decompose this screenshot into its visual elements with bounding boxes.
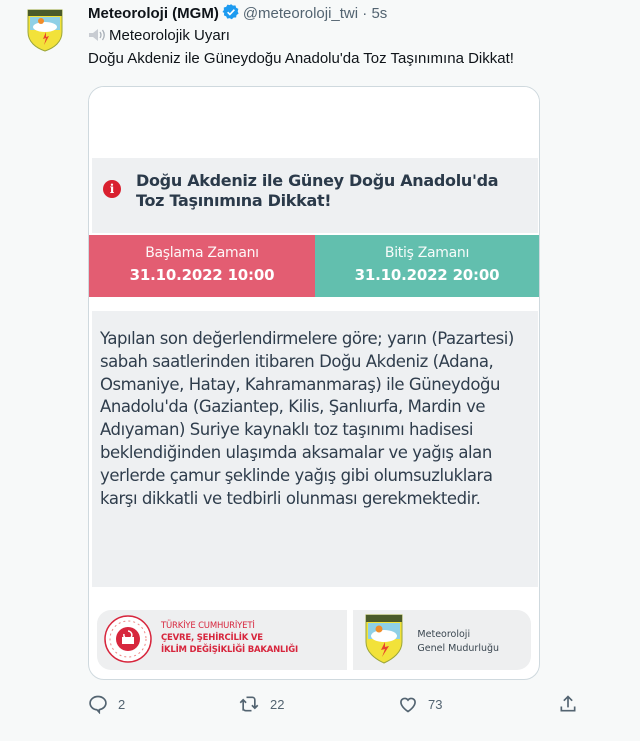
ministry-name <box>161 620 298 656</box>
reply-icon <box>88 694 108 714</box>
ministry-logo-box <box>97 610 347 670</box>
start-time-box <box>89 235 315 297</box>
tweet-header <box>88 3 387 24</box>
alert-title: Doğu Akdeniz ile Güney Doğu Anadolu'da Toz Taşınımına Dikkat! <box>136 171 499 210</box>
mgm-avatar[interactable] <box>26 8 64 52</box>
end-value: 31.10.2022 20:00 <box>354 266 500 284</box>
ministry-line3: İKLİM DEĞİŞİKLİĞİ BAKANLIĞI <box>161 645 298 655</box>
retweet-icon <box>238 694 260 714</box>
tweet-time[interactable]: 5s <box>371 5 388 22</box>
separator: · <box>362 5 368 22</box>
time-range <box>89 235 539 297</box>
reply-count: 2 <box>118 696 126 712</box>
alert-banner <box>92 158 538 233</box>
description-text: Yapılan son değerlendirmelere göre; yarın (Pazartesi) sabah saatlerinden itibaren Doğu Akdeniz (Adana, Osmaniye, Hatay, Kahramanmaraş) ile Güneydoğu Anadolu'da (Gaziantep, Kilis, Şanlıurfa, Mardin ve Adıyaman) Suriye kaynaklı toz taşınımı hadisesi beklendiğinden ulaşımda aksamalar ve yağış alan yerlerde çamur şeklinde yağış gibi olumsuzluklara karşı dikkatli ve tedbirli olunması gerekmektedir. <box>100 329 514 508</box>
announcement-card[interactable] <box>88 86 540 680</box>
retweet-count: 22 <box>270 696 285 712</box>
start-label: Başlama Zamanı <box>145 245 259 261</box>
author-name[interactable]: Meteoroloji (MGM) <box>88 5 219 22</box>
verified-badge-icon <box>222 3 240 21</box>
ministry-line1: TÜRKİYE CUMHURİYETİ <box>161 621 255 631</box>
like-button[interactable] <box>398 694 442 714</box>
logo-footer <box>97 610 531 672</box>
share-icon <box>558 694 578 714</box>
tweet-subtitle <box>88 26 230 46</box>
like-count: 73 <box>428 696 443 712</box>
mgm-logo-box <box>353 610 531 670</box>
subtitle-text: Meteorolojik Uyarı <box>109 27 230 44</box>
mgm-name <box>417 628 499 656</box>
tweet-actions <box>88 694 588 718</box>
author-handle[interactable]: @meteoroloji_twi <box>242 5 359 22</box>
card-top-spacer <box>89 87 539 158</box>
description-box <box>92 311 538 587</box>
mgm-line2: Genel Mudurluğu <box>417 643 500 654</box>
heart-icon <box>398 694 418 714</box>
end-label: Bitiş Zamanı <box>384 245 470 261</box>
tweet-text: Doğu Akdeniz ile Güneydoğu Anadolu'da Toz Taşınımına Dikkat! <box>88 50 514 67</box>
share-button[interactable] <box>558 694 578 714</box>
start-value: 31.10.2022 10:00 <box>129 266 275 284</box>
info-icon: i <box>103 180 121 198</box>
retweet-button[interactable] <box>238 694 284 714</box>
mgm-emblem-icon <box>365 614 403 664</box>
speaker-icon <box>88 28 108 42</box>
reply-button[interactable] <box>88 694 125 714</box>
mgm-line1: Meteoroloji <box>417 629 471 640</box>
ministry-line2: ÇEVRE, ŞEHİRCİLİK VE <box>161 633 263 643</box>
ministry-emblem-icon <box>103 614 153 664</box>
end-time-box <box>315 235 539 297</box>
